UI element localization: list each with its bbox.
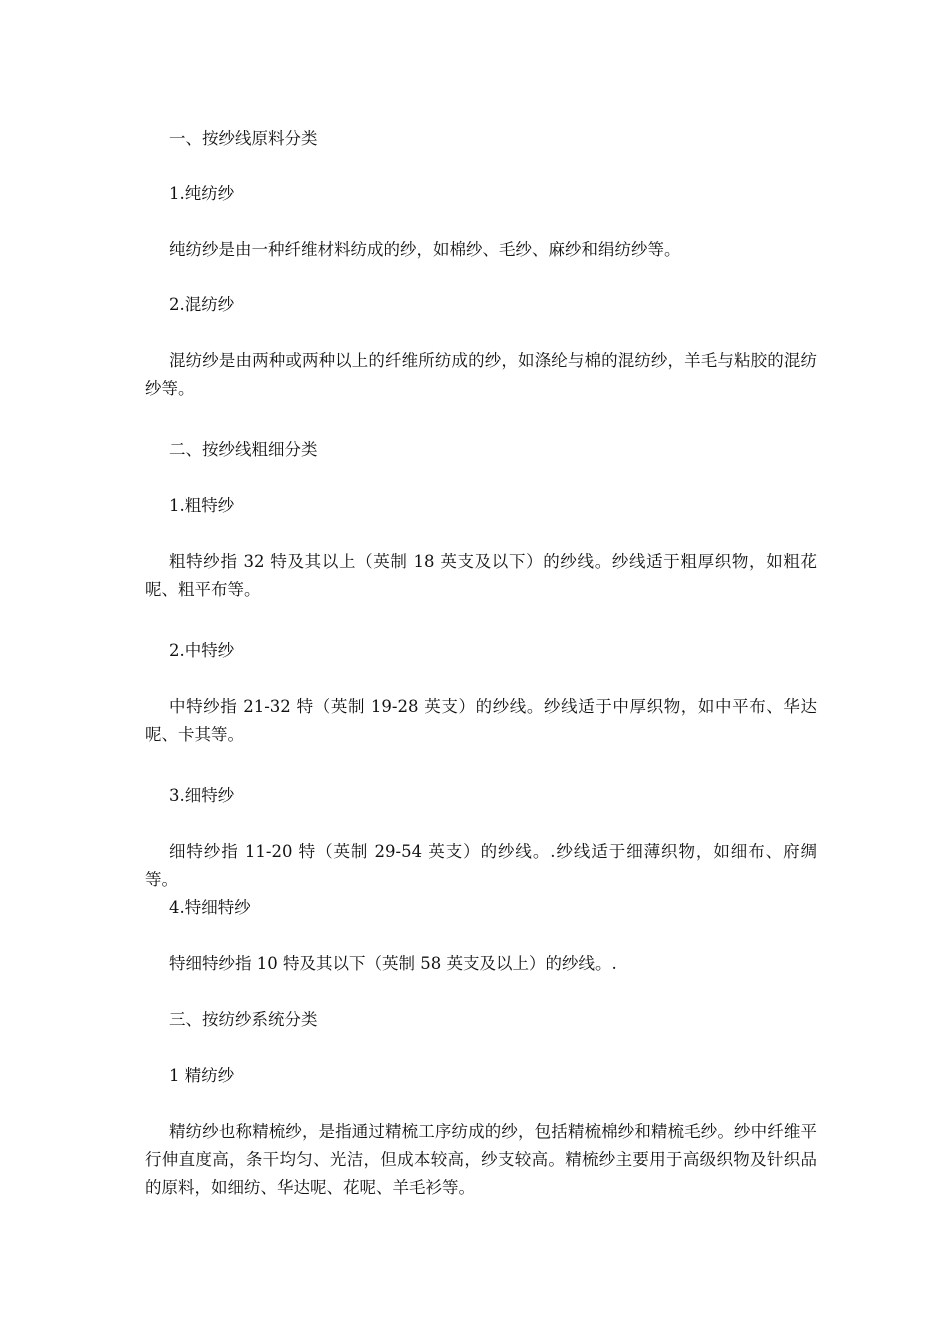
paragraph-pure-yarn: 纯纺纱是由一种纤维材料纺成的纱，如棉纱、毛纱、麻纱和绢纺纱等。 (169, 240, 681, 259)
paragraph-blended-yarn: 混纺纱是由两种或两种以上的纤维所纺成的纱，如涤纶与棉的混纺纱，羊毛与粘胶的混纺纱等。 (145, 351, 817, 398)
subsection-title-medium-yarn: 2.中特纱 (169, 641, 235, 660)
section-heading-yarn-count: 二、按纱线粗细分类 (169, 440, 318, 459)
subsection-title-pure-yarn: 1.纯纺纱 (169, 184, 235, 203)
paragraph-coarse-yarn: 粗特纱指 32 特及其以上（英制 18 英支及以下）的纱线。纱线适于粗厚织物，如粗花呢、粗平布等。 (145, 552, 817, 599)
paragraph-fine-yarn: 细特纱指 11-20 特（英制 29-54 英支）的纱线。.纱线适于细薄织物，如细布、府绸等。 (145, 842, 817, 889)
subsection-title-fine-yarn: 3.细特纱 (169, 786, 235, 805)
subsection-title-extra-fine-yarn: 4.特细特纱 (169, 898, 251, 917)
section-heading-raw-material: 一、按纱线原料分类 (169, 129, 318, 148)
section-heading-spinning-system: 三、按纺纱系统分类 (169, 1010, 318, 1029)
subsection-title-worsted-yarn: 1 精纺纱 (169, 1066, 235, 1085)
subsection-title-blended-yarn: 2.混纺纱 (169, 295, 235, 314)
subsection-title-coarse-yarn: 1.粗特纱 (169, 496, 235, 515)
paragraph-medium-yarn: 中特纱指 21-32 特（英制 19-28 英支）的纱线。纱线适于中厚织物，如中平布、华达呢、卡其等。 (145, 697, 817, 744)
paragraph-worsted-yarn: 精纺纱也称精梳纱，是指通过精梳工序纺成的纱，包括精梳棉纱和精梳毛纱。纱中纤维平行伸直度高，条干均匀、光洁，但成本较高，纱支较高。精梳纱主要用于高级织物及针织品的原料，如细纺、华达呢、花呢、羊毛衫等。 (145, 1122, 817, 1197)
paragraph-extra-fine-yarn: 特细特纱指 10 特及其以下（英制 58 英支及以上）的纱线。. (169, 954, 617, 973)
